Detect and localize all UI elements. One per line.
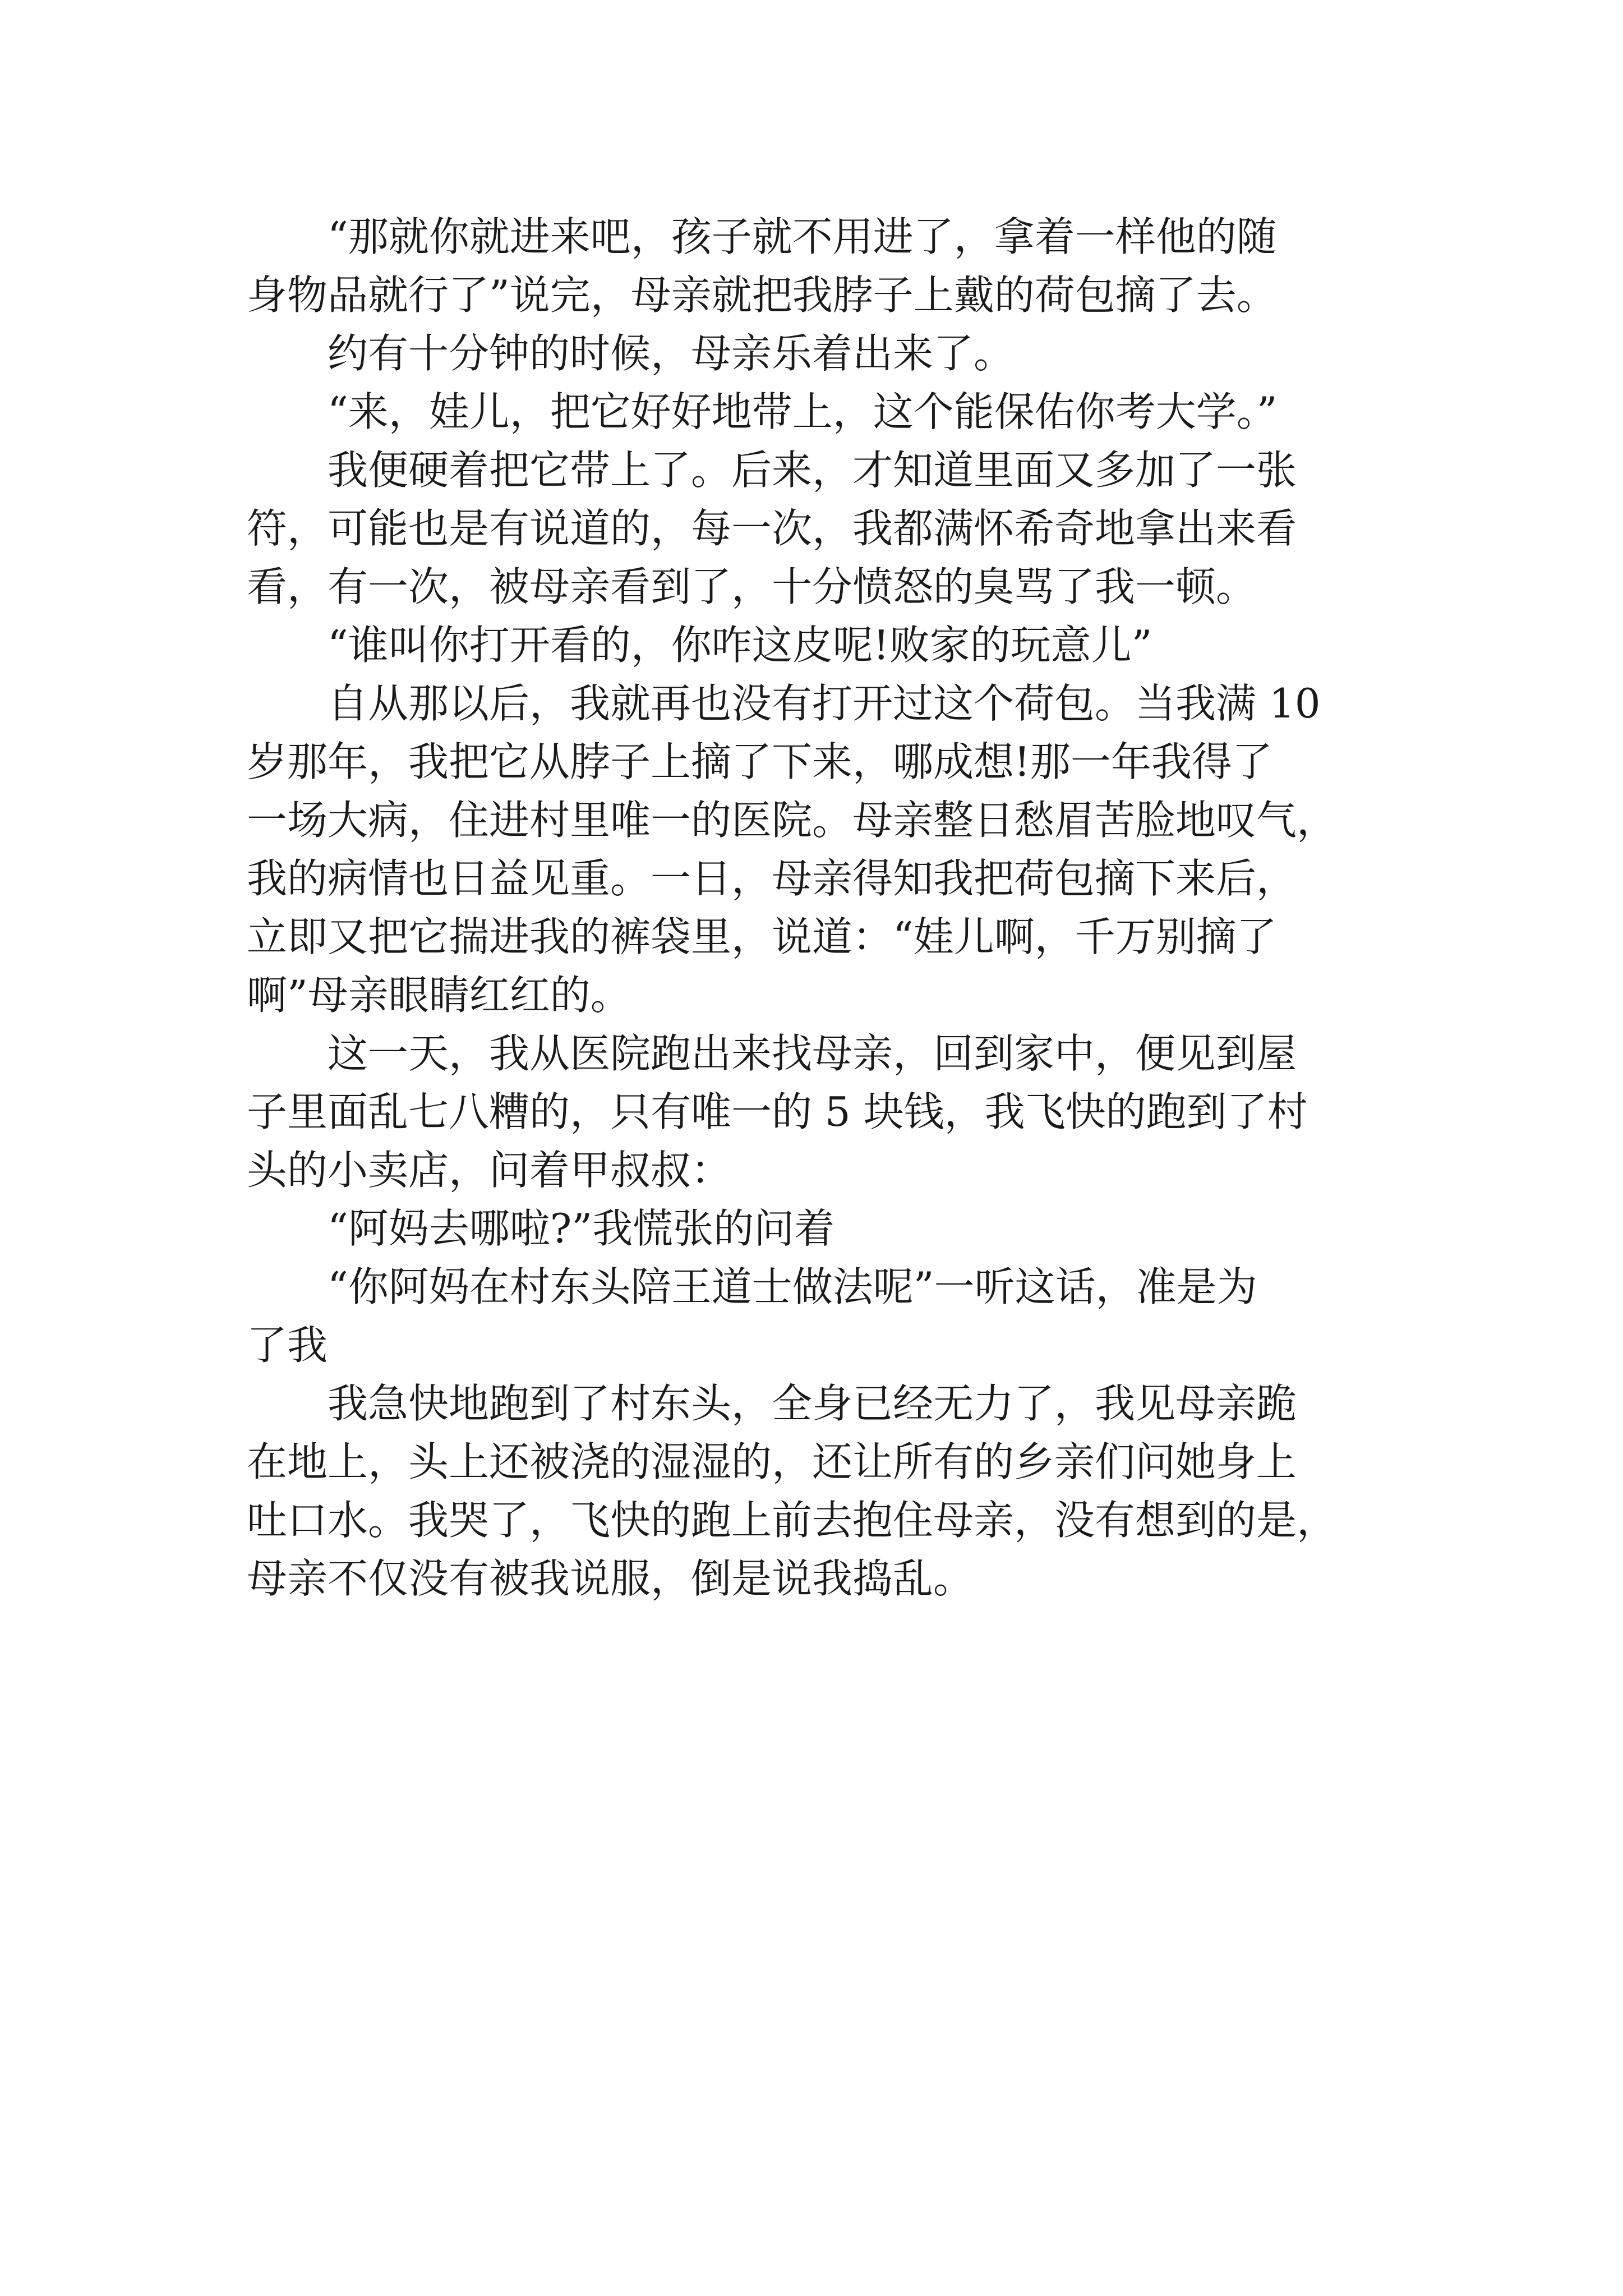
document-body [247,208,1391,1608]
paragraph [247,383,1391,441]
text-line: 我的病情也日益见重。一日，母亲得知我把荷包摘下来后， [247,855,1297,902]
paragraph [247,1374,1391,1608]
text-line: “来，娃儿，把它好好地带上，这个能保佑你考大学。” [247,388,1278,435]
text-line: 岁那年，我把它从脖子上摘了下来，哪成想!那一年我得了 [247,738,1272,785]
text-line: 吐口水。我哭了，飞快的跑上前去抱住母亲，没有想到的是， [247,1497,1338,1544]
text-line: “你阿妈在村东头陪王道士做法呢”一听这话，准是为 [247,1263,1257,1310]
text-line: 母亲不仅没有被我说服，倒是说我捣乱。 [247,1555,974,1602]
text-line: 我便硬着把它带上了。后来，才知道里面又多加了一张 [247,447,1297,494]
paragraph [247,208,1391,324]
text-line: 看，有一次，被母亲看到了，十分愤怒的臭骂了我一顿。 [247,563,1257,610]
text-line: 在地上，头上还被浇的湿湿的，还让所有的乡亲们问她身上 [247,1438,1297,1485]
paragraph [247,324,1391,383]
text-line: 立即又把它揣进我的裤袋里，说道：“娃儿啊，千万别摘了 [247,913,1277,960]
text-line: 身物品就行了”说完，母亲就把我脖子上戴的荷包摘了去。 [247,272,1277,319]
text-line: 约有十分钟的时候，母亲乐着出来了。 [247,330,1015,377]
text-line: 了我 [247,1322,328,1369]
paragraph [247,1024,1391,1199]
text-line: “阿妈去哪啦?”我慌张的问着 [247,1205,835,1252]
paragraph [247,616,1391,674]
text-line: 啊”母亲眼睛红红的。 [247,972,631,1019]
text-line: 自从那以后，我就再也没有打开过这个荷包。当我满 10 [247,680,1321,727]
text-line: 符，可能也是有说道的，每一次，我都满怀希奇地拿出来看 [247,505,1297,552]
paragraph [247,674,1391,1024]
text-line: 子里面乱七八糟的，只有唯一的 5 块钱，我飞快的跑到了村 [247,1088,1308,1135]
text-line: 头的小卖店，问着甲叔叔： [247,1147,732,1194]
text-line: “那就你就进来吧，孩子就不用进了，拿着一样他的随 [247,213,1277,260]
text-line: 一场大病，住进村里唯一的医院。母亲整日愁眉苦脸地叹气， [247,797,1338,844]
paragraph [247,1199,1391,1258]
paragraph [247,441,1391,616]
paragraph [247,1258,1391,1374]
text-line: 这一天，我从医院跑出来找母亲，回到家中，便见到屋 [247,1030,1297,1077]
text-line: “谁叫你打开看的，你咋这皮呢!败家的玩意儿” [247,622,1152,669]
text-line: 我急快地跑到了村东头，全身已经无力了，我见母亲跪 [247,1380,1297,1427]
